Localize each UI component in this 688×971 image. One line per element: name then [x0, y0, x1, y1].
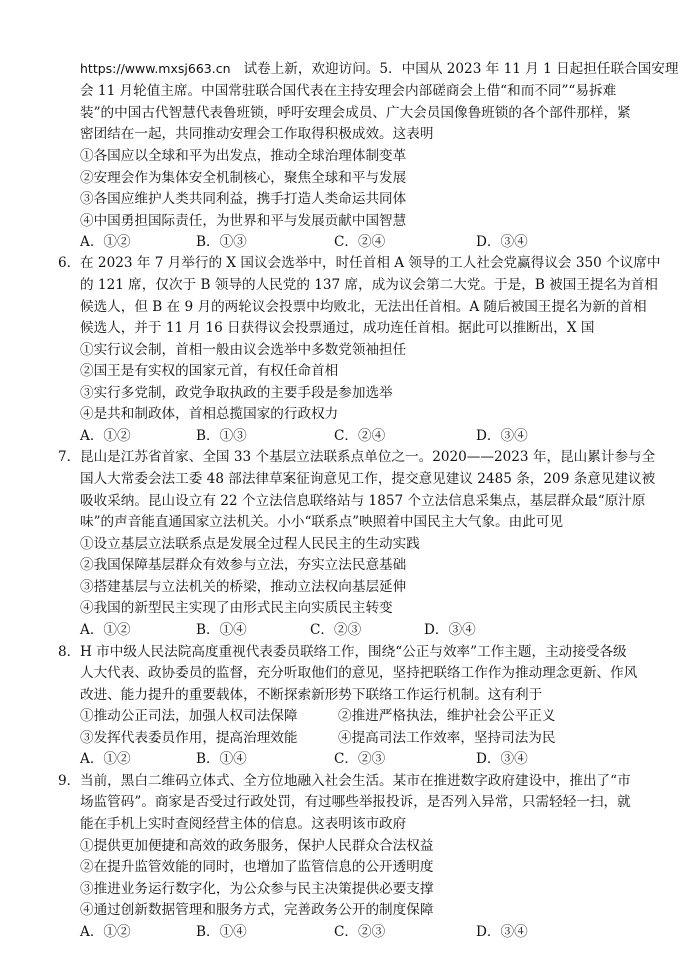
question-8-option-1: ①推动公正司法，加强人权司法保障 — [80, 708, 298, 724]
question-6-number: 6． — [58, 255, 81, 271]
question-6-line-1: 在 2023 年 7 月举行的 X 国议会选举中，时任首相 A 领导的工人社会党赢得议会 350 个议席中 — [80, 255, 661, 271]
question-5-answer-d: D．③④ — [476, 234, 528, 250]
question-5-first-line — [80, 59, 678, 79]
question-8-line-2: 人大代表、政协委员的监督，充分听取他们的意见，坚持把联络工作作为推动理念更新、作风 — [80, 665, 638, 681]
question-8-answer-b: B．①④ — [196, 751, 247, 767]
question-7-answer-c: C．②③ — [310, 622, 362, 638]
question-8-answer-a: A．①② — [80, 751, 131, 767]
question-9-line-3: 能在手机上实时查阅经营主体的信息。这表明该市政府 — [80, 816, 407, 832]
question-5-number: 5． — [379, 61, 402, 77]
question-6-answer-b: B．①③ — [196, 428, 247, 444]
question-5-option-1: ①各国应以全球和平为出发点，推动全球治理体制变革 — [80, 148, 407, 164]
question-5-option-4: ④中国勇担国际责任，为世界和平与发展贡献中国智慧 — [80, 213, 407, 229]
question-9-answer-c: C．②③ — [334, 924, 386, 940]
question-6-option-3: ③实行多党制，政党争取执政的主要手段是参加选举 — [80, 385, 393, 401]
question-7-line-1: 昆山是江苏省首家、全国 33 个基层立法联系点单位之一。2020——2023 年，昆山累计参与全 — [80, 449, 656, 465]
question-7-option-2: ②我国保障基层群众有效参与立法，夯实立法民意基础 — [80, 557, 407, 573]
question-8-answer-c: C．②③ — [334, 751, 386, 767]
question-7-answer-b: B．①④ — [196, 622, 247, 638]
question-9-answer-d: D．③④ — [476, 924, 528, 940]
question-8-line-1: H 市中级人民法院高度重视代表委员联络工作，围绕“公正与效率”工作主题，主动接受各级 — [80, 644, 627, 660]
question-9-answer-a: A．①② — [80, 924, 131, 940]
site-url[interactable]: https://www.mxsj663.cn — [80, 61, 231, 76]
question-7-line-2: 国人大常委会法工委 48 部法律草案征询意见工作，提交意见建议 2485 条，209 条意见建议被 — [80, 471, 656, 487]
question-7-option-3: ③搭建基层与立法机关的桥梁，推动立法权向基层延伸 — [80, 579, 407, 595]
question-9-answer-b: B．①④ — [196, 924, 247, 940]
question-6-option-1: ①实行议会制，首相一般由议会选举中多数党领袖担任 — [80, 342, 407, 358]
question-5-line-2: 会 11 月轮值主席。中国常驻联合国代表在主持安理会内部磋商会上借“和而不同”“易拆难 — [80, 83, 617, 99]
question-8-option-4: ④提高司法工作效率，坚持司法为民 — [338, 730, 556, 746]
question-8-option-3: ③发挥代表委员作用，提高治理效能 — [80, 730, 298, 746]
question-5-option-3: ③各国应维护人类共同利益，携手打造人类命运共同体 — [80, 191, 407, 207]
question-8-answer-d: D．③④ — [476, 751, 528, 767]
question-5-answer-a: A．①② — [80, 234, 131, 250]
question-7-answer-d: D．③④ — [424, 622, 476, 638]
question-9-number: 9． — [58, 773, 81, 789]
question-5-line-1: 中国从 2023 年 11 月 1 日起担任联合国安理 — [401, 61, 679, 77]
question-9-line-1: 当前，黑白二维码立体式、全方位地融入社会生活。某市在推进数字政府建设中，推出了“市 — [80, 773, 631, 789]
question-7-number: 7． — [58, 449, 81, 465]
question-5-option-2: ②安理会作为集体安全机制核心，聚焦全球和平与发展 — [80, 170, 407, 186]
question-6-answer-d: D．③④ — [476, 428, 528, 444]
question-9-option-4: ④通过创新数据管理和服务方式，完善政务公开的制度保障 — [80, 902, 434, 918]
question-8-number: 8． — [58, 644, 81, 660]
question-7-line-4: 味”的声音能直通国家立法机关。小小“联系点”映照着中国民主大气象。由此可见 — [80, 514, 564, 530]
question-6-answer-a: A．①② — [80, 428, 131, 444]
question-7-option-1: ①设立基层立法联系点是发展全过程人民民主的生动实践 — [80, 536, 420, 552]
question-5-answer-c: C．②④ — [334, 234, 386, 250]
question-9-line-2: 场监管码”。商家是否受过行政处罚，有过哪些举报投诉，是否列入异常，只需轻轻一扫，就 — [80, 794, 631, 810]
question-6-line-2: 的 121 席，仅次于 B 领导的人民党的 137 席，成为议会第二大党。于是，B 被国王提名为首相 — [80, 277, 658, 293]
site-notice: 试卷上新，欢迎访问。 — [243, 61, 380, 77]
question-5-answer-b: B．①③ — [196, 234, 247, 250]
question-6-line-3: 候选人，但 B 在 9 月的两轮议会投票中均败北，无法出任首相。A 随后被国王提名为新的首相 — [80, 299, 647, 315]
question-5-line-3: 装”的中国古代智慧代表鲁班锁，呼吁安理会成员、广大会员国像鲁班锁的各个部件那样，紧 — [80, 105, 631, 121]
question-7-answer-a: A．①② — [80, 622, 131, 638]
question-9-option-2: ②在提升监管效能的同时，也增加了监管信息的公开透明度 — [80, 859, 434, 875]
question-6-option-4: ④是共和制政体，首相总揽国家的行政权力 — [80, 406, 339, 422]
question-9-option-3: ③推进业务运行数字化，为公众参与民主决策提供必要支撑 — [80, 881, 434, 897]
question-6-line-4: 候选人，并于 11 月 16 日获得议会投票通过，成功连任首相。据此可以推断出，X 国 — [80, 320, 595, 336]
question-6-option-2: ②国王是有实权的国家元首，有权任命首相 — [80, 363, 339, 379]
question-7-line-3: 吸收采纳。昆山设立有 22 个立法信息联络站与 1857 个立法信息采集点，基层群众最“原汁原 — [80, 493, 646, 509]
question-5-line-4: 密团结在一起，共同推动安理会工作取得积极成效。这表明 — [80, 126, 434, 142]
question-7-option-4: ④我国的新型民主实现了由形式民主向实质民主转变 — [80, 600, 393, 616]
question-8-option-2: ②推进严格执法，维护社会公平正义 — [338, 708, 556, 724]
question-8-line-3: 改进、能力提升的重要载体，不断探索新形势下联络工作运行机制。这有利于 — [80, 687, 543, 703]
question-9-option-1: ①提供更加便捷和高效的政务服务，保护人民群众合法权益 — [80, 838, 434, 854]
question-6-answer-c: C．②④ — [334, 428, 386, 444]
